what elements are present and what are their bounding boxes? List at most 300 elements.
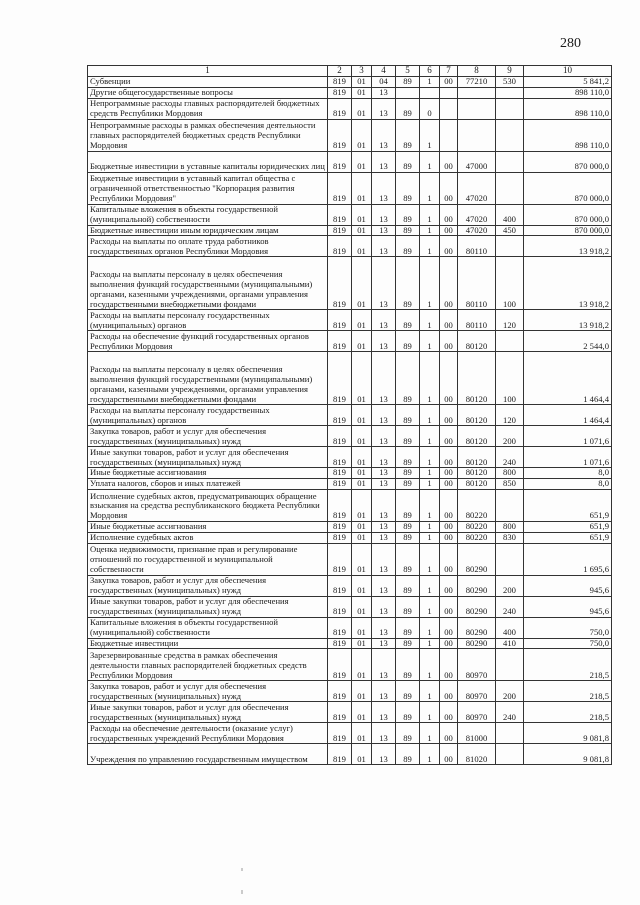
table-row [88,702,612,723]
row-code-cell: 89 [396,702,420,723]
row-code-cell: 13 [372,310,396,331]
row-code-cell: 13 [372,236,396,257]
row-code-cell: 1 [420,77,440,88]
row-code-cell: 01 [352,225,372,236]
row-code-cell: 1 [420,204,440,225]
row-code-cell: 89 [396,681,420,702]
column-header: 2 [328,66,352,77]
row-code-cell: 13 [372,638,396,649]
row-code-cell: 13 [372,87,396,98]
row-code-cell: 410 [496,638,524,649]
row-code-cell: 01 [352,310,372,331]
row-code-cell: 13 [372,596,396,617]
row-code-cell: 00 [440,352,458,405]
row-name-cell: Расходы на выплаты персоналу государственных (муниципальных) органов [88,310,328,331]
row-code-cell: 1 [420,617,440,638]
page-number: 280 [560,36,581,51]
row-code-cell: 00 [440,151,458,172]
row-code-cell: 01 [352,468,372,479]
row-code-cell [496,236,524,257]
row-code-cell: 89 [396,331,420,352]
row-code-cell: 80970 [458,649,496,681]
row-amount-cell: 13 918,2 [524,236,612,257]
row-code-cell: 13 [372,98,396,119]
row-amount-cell: 898 110,0 [524,98,612,119]
table-row [88,331,612,352]
row-amount-cell: 9 081,8 [524,744,612,765]
row-amount-cell: 651,9 [524,521,612,532]
row-amount-cell: 8,0 [524,479,612,490]
row-name-cell: Учреждения по управлению государственным имуществом [88,744,328,765]
table-row [88,172,612,204]
row-amount-cell: 8,0 [524,468,612,479]
row-code-cell: 01 [352,638,372,649]
row-name-cell: Закупка товаров, работ и услуг для обеспечения государственных (муниципальных) нужд [88,575,328,596]
row-code-cell: 81000 [458,723,496,744]
row-amount-cell: 218,5 [524,681,612,702]
row-code-cell: 13 [372,702,396,723]
row-code-cell: 01 [352,575,372,596]
row-amount-cell: 750,0 [524,638,612,649]
row-code-cell: 80290 [458,543,496,575]
row-code-cell: 00 [440,331,458,352]
table-row [88,479,612,490]
row-code-cell: 1 [420,479,440,490]
row-code-cell: 47020 [458,172,496,204]
row-code-cell: 100 [496,257,524,310]
row-code-cell: 13 [372,331,396,352]
column-header: 6 [420,66,440,77]
row-code-cell: 1 [420,681,440,702]
row-amount-cell: 1 071,6 [524,426,612,447]
row-code-cell: 13 [372,257,396,310]
row-code-cell: 1 [420,575,440,596]
row-code-cell [496,151,524,172]
column-header: 3 [352,66,372,77]
row-name-cell: Исполнение судебных актов, предусматривающих обращение взыскания на средства республиканского бюджета Республики Мордовия [88,489,328,521]
column-header: 8 [458,66,496,77]
row-code-cell: 89 [396,479,420,490]
row-name-cell: Капитальные вложения в объекты государственной (муниципальной) собственности [88,204,328,225]
row-amount-cell: 870 000,0 [524,204,612,225]
column-header-row [88,66,612,77]
row-code-cell: 819 [328,521,352,532]
row-code-cell: 80120 [458,447,496,468]
row-name-cell: Иные закупки товаров, работ и услуг для обеспечения государственных (муниципальных) нужд [88,596,328,617]
row-code-cell: 00 [440,575,458,596]
row-name-cell: Непрограммные расходы в рамках обеспечения деятельности главных распорядителей бюджетных средств Республики Мордовия [88,119,328,151]
row-code-cell: 47020 [458,225,496,236]
row-code-cell: 1 [420,447,440,468]
row-code-cell: 89 [396,98,420,119]
table-row [88,723,612,744]
row-code-cell: 819 [328,543,352,575]
row-code-cell: 819 [328,352,352,405]
row-code-cell: 850 [496,479,524,490]
row-code-cell: 819 [328,596,352,617]
table-row [88,77,612,88]
row-code-cell: 89 [396,638,420,649]
row-code-cell: 00 [440,489,458,521]
row-code-cell: 01 [352,596,372,617]
row-code-cell: 04 [372,77,396,88]
row-code-cell: 80220 [458,532,496,543]
row-code-cell: 80120 [458,479,496,490]
row-code-cell: 819 [328,98,352,119]
table-row [88,638,612,649]
row-code-cell: 1 [420,236,440,257]
row-code-cell: 89 [396,236,420,257]
row-code-cell: 01 [352,681,372,702]
row-name-cell: Капитальные вложения в объекты государственной (муниципальной) собственности [88,617,328,638]
row-code-cell: 89 [396,77,420,88]
row-code-cell: 01 [352,744,372,765]
row-code-cell: 89 [396,468,420,479]
row-code-cell [496,489,524,521]
row-code-cell: 01 [352,87,372,98]
column-header: 9 [496,66,524,77]
row-amount-cell: 1 464,4 [524,352,612,405]
row-code-cell: 01 [352,257,372,310]
row-code-cell: 819 [328,426,352,447]
row-name-cell: Исполнение судебных актов [88,532,328,543]
row-code-cell: 1 [420,352,440,405]
row-code-cell: 1 [420,225,440,236]
row-code-cell: 1 [420,257,440,310]
row-code-cell [496,649,524,681]
column-header: 7 [440,66,458,77]
row-code-cell: 1 [420,489,440,521]
table-row [88,119,612,151]
row-code-cell: 89 [396,596,420,617]
table-row [88,225,612,236]
row-amount-cell: 9 081,8 [524,723,612,744]
row-code-cell: 00 [440,405,458,426]
row-amount-cell: 870 000,0 [524,225,612,236]
row-code-cell: 89 [396,744,420,765]
row-code-cell: 530 [496,77,524,88]
row-amount-cell: 750,0 [524,617,612,638]
row-code-cell: 00 [440,426,458,447]
row-code-cell: 80110 [458,310,496,331]
row-code-cell: 819 [328,479,352,490]
row-code-cell: 13 [372,723,396,744]
row-code-cell: 00 [440,257,458,310]
row-code-cell: 80970 [458,702,496,723]
row-code-cell: 89 [396,310,420,331]
row-code-cell: 89 [396,352,420,405]
row-code-cell [440,98,458,119]
row-name-cell: Непрограммные расходы главных распорядителей бюджетных средств Республики Мордовия [88,98,328,119]
row-amount-cell: 2 544,0 [524,331,612,352]
row-code-cell: 80970 [458,681,496,702]
row-code-cell [496,172,524,204]
table-row [88,426,612,447]
row-code-cell: 00 [440,649,458,681]
row-code-cell [496,98,524,119]
row-code-cell: 1 [420,744,440,765]
row-amount-cell: 651,9 [524,489,612,521]
row-amount-cell: 5 841,2 [524,77,612,88]
row-code-cell: 00 [440,596,458,617]
row-code-cell: 00 [440,543,458,575]
column-header: 4 [372,66,396,77]
row-code-cell: 01 [352,405,372,426]
row-amount-cell: 870 000,0 [524,151,612,172]
row-code-cell: 47020 [458,204,496,225]
row-amount-cell: 945,6 [524,596,612,617]
row-code-cell: 00 [440,77,458,88]
row-code-cell [396,87,420,98]
row-code-cell: 89 [396,532,420,543]
scan-artifact-mark [240,868,244,894]
row-code-cell [496,543,524,575]
row-code-cell: 819 [328,468,352,479]
row-code-cell: 400 [496,204,524,225]
row-code-cell: 819 [328,681,352,702]
row-code-cell: 819 [328,744,352,765]
row-code-cell: 01 [352,331,372,352]
row-code-cell: 819 [328,87,352,98]
row-code-cell: 01 [352,521,372,532]
table-row [88,649,612,681]
row-code-cell: 240 [496,596,524,617]
row-name-cell: Зарезервированные средства в рамках обеспечения деятельности главных распорядителей бюджетных средств Республики Мордовия [88,649,328,681]
table-row [88,87,612,98]
row-name-cell: Расходы на обеспечение функций государственных органов Республики Мордовия [88,331,328,352]
row-code-cell: 13 [372,426,396,447]
row-code-cell [496,119,524,151]
row-code-cell: 89 [396,405,420,426]
row-code-cell: 89 [396,723,420,744]
row-code-cell: 89 [396,489,420,521]
row-code-cell: 819 [328,151,352,172]
table-row [88,447,612,468]
row-code-cell: 13 [372,532,396,543]
row-name-cell: Уплата налогов, сборов и иных платежей [88,479,328,490]
row-code-cell: 89 [396,151,420,172]
row-code-cell: 77210 [458,77,496,88]
row-code-cell: 89 [396,225,420,236]
row-code-cell: 00 [440,204,458,225]
row-code-cell: 01 [352,119,372,151]
table-row [88,468,612,479]
row-code-cell: 819 [328,331,352,352]
row-code-cell: 01 [352,617,372,638]
row-code-cell: 120 [496,405,524,426]
row-name-cell: Бюджетные инвестиции иным юридическим лицам [88,225,328,236]
row-code-cell: 819 [328,447,352,468]
row-code-cell: 13 [372,151,396,172]
row-code-cell: 89 [396,119,420,151]
row-code-cell: 01 [352,77,372,88]
row-name-cell: Иные бюджетные ассигнования [88,468,328,479]
row-code-cell: 01 [352,447,372,468]
row-code-cell: 89 [396,447,420,468]
row-name-cell: Закупка товаров, работ и услуг для обеспечения государственных (муниципальных) нужд [88,426,328,447]
row-code-cell [458,119,496,151]
row-name-cell: Другие общегосударственные вопросы [88,87,328,98]
row-code-cell: 819 [328,723,352,744]
row-code-cell: 0 [420,98,440,119]
table-row [88,236,612,257]
row-code-cell: 1 [420,638,440,649]
row-code-cell: 80120 [458,331,496,352]
row-code-cell: 13 [372,543,396,575]
row-code-cell: 13 [372,447,396,468]
row-code-cell: 00 [440,236,458,257]
row-code-cell: 80290 [458,575,496,596]
row-code-cell: 00 [440,638,458,649]
row-code-cell [420,87,440,98]
row-code-cell: 819 [328,702,352,723]
row-code-cell: 89 [396,521,420,532]
row-code-cell: 1 [420,649,440,681]
row-code-cell: 819 [328,172,352,204]
column-header: 5 [396,66,420,77]
table-row [88,617,612,638]
row-code-cell: 89 [396,257,420,310]
table-row [88,744,612,765]
row-code-cell: 80290 [458,638,496,649]
row-amount-cell: 1 071,6 [524,447,612,468]
row-code-cell: 89 [396,204,420,225]
row-code-cell: 89 [396,426,420,447]
row-name-cell: Расходы на выплаты персоналу в целях обеспечения выполнения функций государственными (муниципальными) органами, казенными учреждениями, органами управления государственными внебюджетными фондами [88,257,328,310]
row-code-cell: 13 [372,204,396,225]
row-code-cell: 1 [420,119,440,151]
row-code-cell: 00 [440,172,458,204]
row-name-cell: Иные закупки товаров, работ и услуг для обеспечения государственных (муниципальных) нужд [88,447,328,468]
row-code-cell: 13 [372,225,396,236]
row-name-cell: Расходы на обеспечение деятельности (оказание услуг) государственных учреждений Республики Мордовия [88,723,328,744]
row-code-cell: 13 [372,489,396,521]
row-amount-cell: 218,5 [524,702,612,723]
row-code-cell: 80120 [458,426,496,447]
row-name-cell: Бюджетные инвестиции в уставные капиталы юридических лиц [88,151,328,172]
row-code-cell: 819 [328,649,352,681]
row-name-cell: Бюджетные инвестиции [88,638,328,649]
row-code-cell: 240 [496,447,524,468]
row-code-cell: 819 [328,532,352,543]
row-name-cell: Закупка товаров, работ и услуг для обеспечения государственных (муниципальных) нужд [88,681,328,702]
row-code-cell: 13 [372,352,396,405]
row-code-cell: 00 [440,468,458,479]
row-code-cell: 00 [440,225,458,236]
row-code-cell: 819 [328,236,352,257]
row-code-cell: 819 [328,310,352,331]
row-amount-cell: 218,5 [524,649,612,681]
row-code-cell: 13 [372,744,396,765]
table-row [88,98,612,119]
row-code-cell: 1 [420,405,440,426]
row-code-cell: 01 [352,702,372,723]
row-code-cell: 1 [420,151,440,172]
row-amount-cell: 870 000,0 [524,172,612,204]
table-row [88,257,612,310]
row-code-cell: 800 [496,468,524,479]
row-code-cell: 80120 [458,352,496,405]
row-code-cell [440,119,458,151]
row-code-cell: 00 [440,702,458,723]
row-code-cell: 1 [420,172,440,204]
row-code-cell: 819 [328,225,352,236]
row-code-cell: 01 [352,479,372,490]
table-row [88,310,612,331]
row-code-cell: 47000 [458,151,496,172]
row-name-cell: Расходы на выплаты персоналу государственных (муниципальных) органов [88,405,328,426]
row-code-cell: 120 [496,310,524,331]
row-code-cell: 00 [440,479,458,490]
row-name-cell: Субвенции [88,77,328,88]
row-name-cell: Расходы на выплаты персоналу в целях обеспечения выполнения функций государственными (муниципальными) органами, казенными учреждениями, органами управления государственными внебюджетными фондами [88,352,328,405]
row-code-cell: 01 [352,649,372,681]
table-row [88,204,612,225]
row-code-cell: 01 [352,723,372,744]
row-amount-cell: 13 918,2 [524,257,612,310]
row-amount-cell: 651,9 [524,532,612,543]
row-code-cell: 819 [328,405,352,426]
row-code-cell: 00 [440,310,458,331]
row-code-cell [496,744,524,765]
row-code-cell: 1 [420,543,440,575]
row-code-cell: 89 [396,649,420,681]
row-code-cell: 80120 [458,405,496,426]
row-code-cell: 13 [372,649,396,681]
table-row [88,405,612,426]
row-code-cell: 01 [352,426,372,447]
row-amount-cell: 898 110,0 [524,119,612,151]
table-row [88,352,612,405]
row-code-cell: 819 [328,617,352,638]
budget-table [87,65,612,765]
row-code-cell: 200 [496,575,524,596]
row-code-cell: 00 [440,532,458,543]
row-code-cell: 01 [352,172,372,204]
row-code-cell: 450 [496,225,524,236]
row-code-cell: 80110 [458,236,496,257]
row-code-cell: 81020 [458,744,496,765]
row-code-cell [496,87,524,98]
row-code-cell: 01 [352,543,372,575]
table-row [88,596,612,617]
row-code-cell: 89 [396,543,420,575]
row-code-cell: 1 [420,532,440,543]
row-code-cell: 00 [440,681,458,702]
row-code-cell: 1 [420,596,440,617]
row-code-cell [496,723,524,744]
row-code-cell: 819 [328,575,352,596]
row-code-cell: 00 [440,447,458,468]
row-code-cell: 01 [352,489,372,521]
row-code-cell: 1 [420,723,440,744]
row-code-cell: 13 [372,521,396,532]
row-code-cell: 13 [372,575,396,596]
row-code-cell [496,331,524,352]
column-header: 1 [88,66,328,77]
row-code-cell: 13 [372,681,396,702]
row-code-cell: 1 [420,331,440,352]
row-amount-cell: 13 918,2 [524,310,612,331]
row-code-cell: 00 [440,723,458,744]
row-name-cell: Расходы на выплаты по оплате труда работников государственных органов Республики Мордовия [88,236,328,257]
row-amount-cell: 945,6 [524,575,612,596]
row-name-cell: Оценка недвижимости, признание прав и регулирование отношений по государственной и муниципальной собственности [88,543,328,575]
row-code-cell: 80290 [458,617,496,638]
row-code-cell: 80290 [458,596,496,617]
row-code-cell: 13 [372,172,396,204]
row-code-cell: 13 [372,479,396,490]
